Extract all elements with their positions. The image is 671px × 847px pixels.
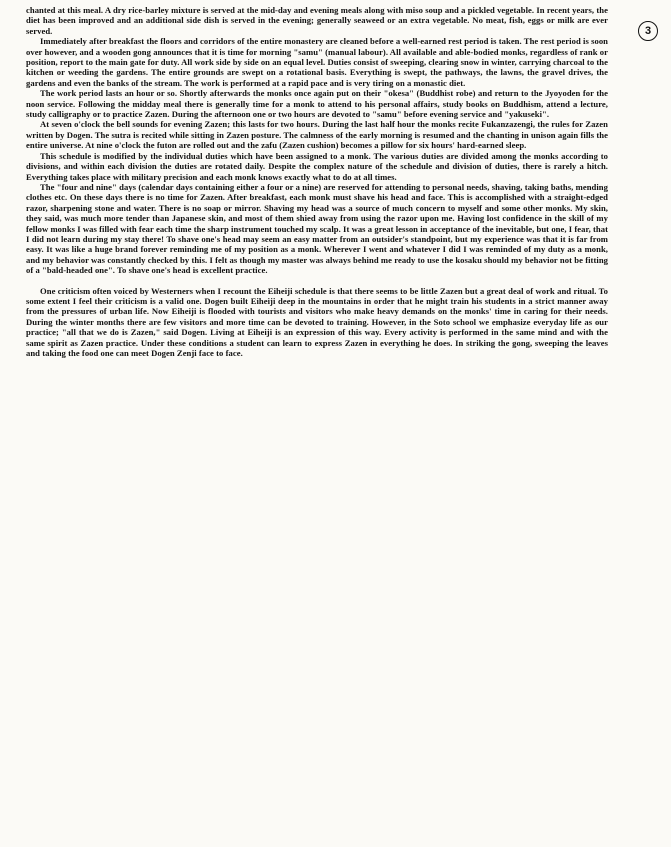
paragraph-5: This schedule is modified by the individual duties which have been assigned to a monk. The various duties are divided among the monks according to divisions, and within each division the duties are rotated daily. Despite the complex nature of the schedule and division of duties, there is rarely a hitch. Everything takes place with military precision and each monk knows exactly what to do at all times. [26,150,608,182]
paragraph-3: The work period lasts an hour or so. Shortly afterwards the monks once again put on their "okesa" (Buddhist robe) and return to the Jyoyoden for the noon service. Following the midday meal there is generally time for a monk to attend to his personal affairs, study books on Buddhism, attend a lecture, study calligraphy or to practice Zazen. During the afternoon one or two hours are devoted to "samu" before evening service and "yakuseki". [26,88,608,120]
paragraph-2: Immediately after breakfast the floors and corridors of the entire monastery are cleaned before a well-earned rest period is taken. The rest period is soon over however, and a wooden gong announces that it is time for morning "samu" (manual labour). All available and able-bodied monks, regardless of rank or position, report to the main gate for duty. All work side by side on an equal level. Duties consist of sweeping, clearing snow in winter, carrying charcoal to the kitchen or weeding the gardens. The entire grounds are swept on a rotational basis. Everything is swept, the pathways, the lawns, the gravel drives, the gardens and even the banks of the stream. The work is performed at a rapid pace and is very tiring on a monastic diet. [26,36,608,88]
paragraph-4: At seven o'clock the bell sounds for evening Zazen; this lasts for two hours. During the last half hour the monks recite Fukanzazengi, the rules for Zazen written by Dogen. The sutra is recited while sitting in Zazen posture. The calmness of the early morning is resumed and the chanting in unison again fills the entire universe. At nine o'clock the futon are rolled out and the zafu (Zazen cushion) becomes a pillow for six hours' hard-earned sleep. [26,119,608,151]
paragraph-6: The "four and nine" days (calendar days containing either a four or a nine) are reserved for attending to personal needs, shaving, taking baths, mending clothes etc. On these days there is no time for Zazen. After breakfast, each monk must shave his head and face. This is accomplished with a straight-edged razor, sharpening stone and water. There is no soap or mirror. Shaving my head was a source of much concern to myself and some other monks. My skin, they said, was much more tender than Japanese skin, and most of them shied away from using the razor upon me. Having lost confidence in the skill of my fellow monks I was filled with fear each time the sharp instrument touched my scalp. It was a great lesson in acceptance of the inevitable, but one, I fear, that I did not learn during my stay there! To shave one's head may seem an easy matter from an outsider's standpoint, but my experience was that it is far from easy. It was like a huge brand forever reminding me of my position as a monk. Wherever I went and whatever I did I was reminded of my duty as a monk, and my behavior was constantly checked by this. I felt as though my master was always behind me ready to use the kosaku should my behavior not be fitting of a "bald-headed one". To shave one's head is excellent practice. [26,181,608,276]
paragraph-1: chanted at this meal. A dry rice-barley mixture is served at the mid-day and evening meals along with miso soup and a pickled vegetable. In recent years, the diet has been improved and an additional side dish is served in the evening; generally seaweed or an extra vegetable. No meat, fish, eggs or milk are ever served. [26,5,608,36]
text-column [26,5,608,358]
paragraph-7: One criticism often voiced by Westerners when I recount the Eiheiji schedule is that there seems to be little Zazen but a great deal of work and ritual. To some extent I feel their criticism is a valid one. Dogen built Eiheiji deep in the mountains in order that he might train his students in a strict manner away from the pressures of urban life. Now Eiheiji is flooded with tourists and visitors who make heavy demands on the monks' time in caring for their needs. During the winter months there are few visitors and more time can be devoted to training. However, in the Soto school we emphasize everyday life as our practice; "all that we do is Zazen," said Dogen. Living at Eiheiji is an expression of this way. Every activity is performed in the same mind and with the same spirit as Zazen practice. Under these conditions a student can learn to express Zazen in everything he does. In striking the gong, sweeping the leaves and taking the food one can meet Dogen Zenji face to face. [26,285,608,358]
page-number-badge: 3 [638,21,658,41]
